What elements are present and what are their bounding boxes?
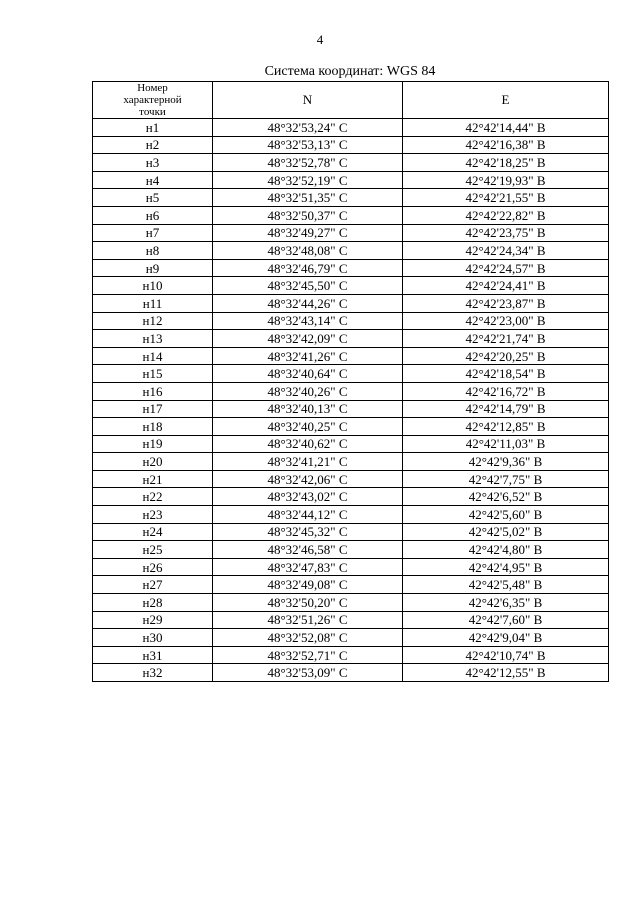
table-row	[93, 294, 609, 312]
cell-north: 48°32'52,19" С	[213, 171, 403, 189]
cell-point-number: н15	[93, 365, 213, 383]
cell-point-number: н30	[93, 629, 213, 647]
cell-north: 48°32'43,14" С	[213, 312, 403, 330]
table-row	[93, 119, 609, 137]
cell-north: 48°32'50,37" С	[213, 206, 403, 224]
cell-east: 42°42'12,85" В	[403, 418, 609, 436]
cell-north: 48°32'42,09" С	[213, 330, 403, 348]
table-row	[93, 312, 609, 330]
cell-point-number: н14	[93, 347, 213, 365]
cell-east: 42°42'23,00" В	[403, 312, 609, 330]
cell-east: 42°42'19,93" В	[403, 171, 609, 189]
cell-north: 48°32'40,64" С	[213, 365, 403, 383]
cell-east: 42°42'11,03" В	[403, 435, 609, 453]
cell-point-number: н16	[93, 382, 213, 400]
cell-point-number: н25	[93, 541, 213, 559]
cell-east: 42°42'18,25" В	[403, 154, 609, 172]
table-row	[93, 664, 609, 682]
cell-east: 42°42'18,54" В	[403, 365, 609, 383]
cell-north: 48°32'53,13" С	[213, 136, 403, 154]
cell-point-number: н4	[93, 171, 213, 189]
cell-point-number: н22	[93, 488, 213, 506]
cell-point-number: н7	[93, 224, 213, 242]
table-row	[93, 259, 609, 277]
cell-north: 48°32'45,32" С	[213, 523, 403, 541]
cell-north: 48°32'42,06" С	[213, 470, 403, 488]
cell-point-number: н2	[93, 136, 213, 154]
cell-north: 48°32'40,13" С	[213, 400, 403, 418]
cell-east: 42°42'23,75" В	[403, 224, 609, 242]
cell-east: 42°42'23,87" В	[403, 294, 609, 312]
cell-east: 42°42'5,60" В	[403, 506, 609, 524]
cell-north: 48°32'44,26" С	[213, 294, 403, 312]
cell-east: 42°42'7,75" В	[403, 470, 609, 488]
table-row	[93, 382, 609, 400]
cell-point-number: н12	[93, 312, 213, 330]
table-row	[93, 242, 609, 260]
table-row	[93, 154, 609, 172]
cell-east: 42°42'6,52" В	[403, 488, 609, 506]
cell-point-number: н8	[93, 242, 213, 260]
cell-north: 48°32'41,21" С	[213, 453, 403, 471]
cell-east: 42°42'24,41" В	[403, 277, 609, 295]
cell-east: 42°42'14,79" В	[403, 400, 609, 418]
cell-point-number: н27	[93, 576, 213, 594]
cell-point-number: н18	[93, 418, 213, 436]
table-row	[93, 488, 609, 506]
table-row	[93, 558, 609, 576]
cell-point-number: н11	[93, 294, 213, 312]
cell-north: 48°32'40,25" С	[213, 418, 403, 436]
page-number: 4	[316, 32, 324, 47]
table-row	[93, 418, 609, 436]
table-row	[93, 611, 609, 629]
cell-north: 48°32'40,26" С	[213, 382, 403, 400]
header-point-number: Номер характерной точки	[93, 82, 213, 119]
cell-point-number: н26	[93, 558, 213, 576]
cell-north: 48°32'47,83" С	[213, 558, 403, 576]
table-row	[93, 506, 609, 524]
cell-north: 48°32'49,08" С	[213, 576, 403, 594]
cell-point-number: н28	[93, 594, 213, 612]
cell-east: 42°42'21,74" В	[403, 330, 609, 348]
cell-east: 42°42'5,48" В	[403, 576, 609, 594]
cell-east: 42°42'9,36" В	[403, 453, 609, 471]
table-row	[93, 206, 609, 224]
cell-east: 42°42'10,74" В	[403, 646, 609, 664]
table-row	[93, 541, 609, 559]
table-row	[93, 189, 609, 207]
cell-east: 42°42'4,95" В	[403, 558, 609, 576]
cell-east: 42°42'7,60" В	[403, 611, 609, 629]
cell-point-number: н31	[93, 646, 213, 664]
table-row	[93, 224, 609, 242]
cell-point-number: н21	[93, 470, 213, 488]
cell-north: 48°32'41,26" С	[213, 347, 403, 365]
cell-north: 48°32'51,35" С	[213, 189, 403, 207]
table-header-row	[93, 82, 609, 119]
cell-east: 42°42'4,80" В	[403, 541, 609, 559]
table-row	[93, 365, 609, 383]
cell-east: 42°42'24,57" В	[403, 259, 609, 277]
cell-north: 48°32'46,58" С	[213, 541, 403, 559]
cell-point-number: н29	[93, 611, 213, 629]
table-row	[93, 646, 609, 664]
table-row	[93, 277, 609, 295]
cell-east: 42°42'9,04" В	[403, 629, 609, 647]
table-caption: Система координат: WGS 84	[264, 64, 436, 79]
table-row	[93, 470, 609, 488]
cell-east: 42°42'14,44" В	[403, 119, 609, 137]
table-row	[93, 629, 609, 647]
table-row	[93, 347, 609, 365]
cell-east: 42°42'16,72" В	[403, 382, 609, 400]
cell-point-number: н9	[93, 259, 213, 277]
table-row	[93, 523, 609, 541]
cell-north: 48°32'52,78" С	[213, 154, 403, 172]
cell-east: 42°42'5,02" В	[403, 523, 609, 541]
cell-north: 48°32'45,50" С	[213, 277, 403, 295]
table-row	[93, 330, 609, 348]
table-row	[93, 435, 609, 453]
cell-east: 42°42'22,82" В	[403, 206, 609, 224]
cell-point-number: н5	[93, 189, 213, 207]
table-row	[93, 136, 609, 154]
cell-point-number: н13	[93, 330, 213, 348]
cell-east: 42°42'12,55" В	[403, 664, 609, 682]
cell-point-number: н6	[93, 206, 213, 224]
cell-point-number: н32	[93, 664, 213, 682]
cell-north: 48°32'51,26" С	[213, 611, 403, 629]
header-east: E	[403, 82, 609, 119]
table-row	[93, 594, 609, 612]
cell-north: 48°32'53,09" С	[213, 664, 403, 682]
header-north: N	[213, 82, 403, 119]
cell-north: 48°32'50,20" С	[213, 594, 403, 612]
cell-north: 48°32'44,12" С	[213, 506, 403, 524]
cell-north: 48°32'40,62" С	[213, 435, 403, 453]
cell-point-number: н23	[93, 506, 213, 524]
cell-point-number: н1	[93, 119, 213, 137]
cell-north: 48°32'52,71" С	[213, 646, 403, 664]
cell-east: 42°42'16,38" В	[403, 136, 609, 154]
cell-point-number: н19	[93, 435, 213, 453]
cell-point-number: н3	[93, 154, 213, 172]
cell-east: 42°42'20,25" В	[403, 347, 609, 365]
table-row	[93, 576, 609, 594]
cell-north: 48°32'48,08" С	[213, 242, 403, 260]
table-row	[93, 400, 609, 418]
cell-point-number: н20	[93, 453, 213, 471]
cell-north: 48°32'53,24" С	[213, 119, 403, 137]
cell-point-number: н24	[93, 523, 213, 541]
cell-point-number: н17	[93, 400, 213, 418]
table-row	[93, 453, 609, 471]
cell-east: 42°42'6,35" В	[403, 594, 609, 612]
cell-east: 42°42'24,34" В	[403, 242, 609, 260]
coordinates-table	[92, 81, 609, 682]
cell-north: 48°32'46,79" С	[213, 259, 403, 277]
cell-north: 48°32'52,08" С	[213, 629, 403, 647]
table-body	[93, 119, 609, 682]
table-row	[93, 171, 609, 189]
cell-east: 42°42'21,55" В	[403, 189, 609, 207]
cell-point-number: н10	[93, 277, 213, 295]
cell-north: 48°32'49,27" С	[213, 224, 403, 242]
cell-north: 48°32'43,02" С	[213, 488, 403, 506]
